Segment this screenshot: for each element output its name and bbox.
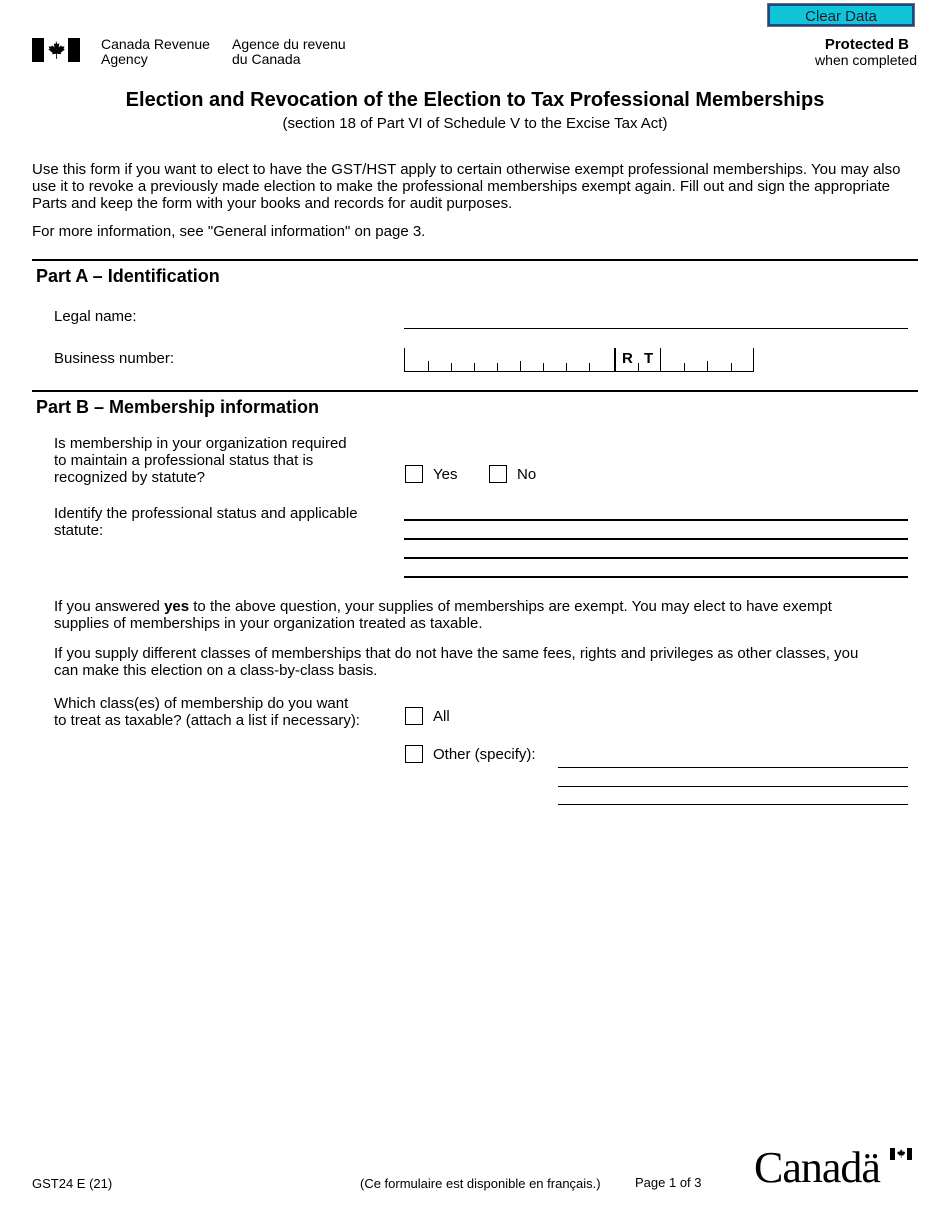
agency-fr-line2: du Canada: [232, 51, 301, 67]
part-a-heading: Part A – Identification: [36, 266, 220, 286]
all-label: All: [433, 708, 450, 725]
agency-name-french: [232, 37, 346, 67]
agency-fr-line1: Agence du revenu: [232, 36, 346, 52]
form-code: GST24 E (21): [32, 1176, 113, 1191]
canada-wordmark: [754, 1143, 914, 1196]
exempt-paragraph-prefix: If you answered: [54, 598, 165, 615]
legal-name-label: Legal name:: [54, 308, 137, 325]
protected-label: Protected B: [824, 36, 909, 53]
exempt-paragraph: [54, 598, 884, 632]
other-checkbox[interactable]: [405, 745, 423, 763]
agency-en-line1: Canada Revenue: [101, 36, 210, 52]
professional-status-label-line1: Identify the professional status and applicable: [54, 505, 358, 522]
membership-classes-label-line2: to treat as taxable? (attach a list if necessary):: [54, 712, 360, 729]
professional-status-line-4[interactable]: [404, 576, 908, 578]
membership-classes-label: [54, 695, 360, 729]
yes-label: Yes: [433, 466, 458, 483]
legal-name-input[interactable]: [404, 310, 908, 329]
canada-flag-icon: [32, 38, 80, 62]
protected-sublabel: when completed: [815, 52, 917, 68]
no-checkbox[interactable]: [489, 465, 507, 483]
bn-letter-r: R: [622, 350, 633, 367]
statute-question-line1: Is membership in your organization required: [54, 435, 347, 452]
statute-question-line3: recognized by statute?: [54, 469, 205, 486]
business-number-field[interactable]: [404, 348, 754, 372]
part-a-divider: [32, 259, 918, 261]
all-checkbox[interactable]: [405, 707, 423, 725]
other-specify-line-2[interactable]: [558, 786, 908, 787]
business-number-label: Business number:: [54, 350, 175, 367]
other-specify-line-1[interactable]: [558, 767, 908, 768]
page-title: Election and Revocation of the Election to Tax Professional Memberships: [125, 89, 825, 111]
more-info-text: For more information, see "General information" on page 3.: [32, 223, 426, 240]
other-specify-line-3[interactable]: [558, 804, 908, 805]
yes-checkbox[interactable]: [405, 465, 423, 483]
professional-status-line-1[interactable]: [404, 519, 908, 521]
protected-notice: [815, 37, 917, 68]
exempt-paragraph-suffix: to the above question, your supplies of memberships are exempt. You may elect to have exempt supplies of memberships in your organization treated as taxable.: [54, 598, 832, 632]
wordmark-flag-icon: [890, 1148, 912, 1160]
agency-en-line2: Agency: [101, 51, 148, 67]
other-specify-label: Other (specify):: [433, 746, 536, 763]
canada-wordmark-text: Canadä: [754, 1143, 880, 1192]
professional-status-line-2[interactable]: [404, 538, 908, 540]
class-paragraph: If you supply different classes of memberships that do not have the same fees, rights and privileges as other classes, you can make this election on a class-by-class basis.: [54, 645, 859, 679]
exempt-paragraph-bold: yes: [164, 598, 190, 615]
agency-name-english: [101, 37, 210, 67]
intro-paragraph: Use this form if you want to elect to have the GST/HST apply to certain otherwise exempt professional memberships. You may also use it to revoke a previously made election to make the professional memberships exempt again. Fill out and sign the appropriate Parts and keep the form with your books and records for audit purposes.: [32, 161, 901, 212]
page-number: Page 1 of 3: [635, 1175, 702, 1190]
professional-status-line-3[interactable]: [404, 557, 908, 559]
statute-question: [54, 435, 347, 486]
professional-status-label-line2: statute:: [54, 522, 104, 539]
french-availability-note: (Ce formulaire est disponible en français.): [360, 1176, 601, 1191]
membership-classes-label-line1: Which class(es) of membership do you want: [54, 695, 349, 712]
bn-letter-t: T: [644, 350, 654, 367]
no-label: No: [517, 466, 537, 483]
part-b-heading: Part B – Membership information: [36, 397, 320, 417]
page-subtitle: (section 18 of Part VI of Schedule V to the Excise Tax Act): [282, 115, 668, 132]
clear-data-button[interactable]: Clear Data: [768, 4, 914, 26]
professional-status-label: [54, 505, 358, 539]
part-b-divider: [32, 390, 918, 392]
statute-question-line2: to maintain a professional status that is: [54, 452, 314, 469]
